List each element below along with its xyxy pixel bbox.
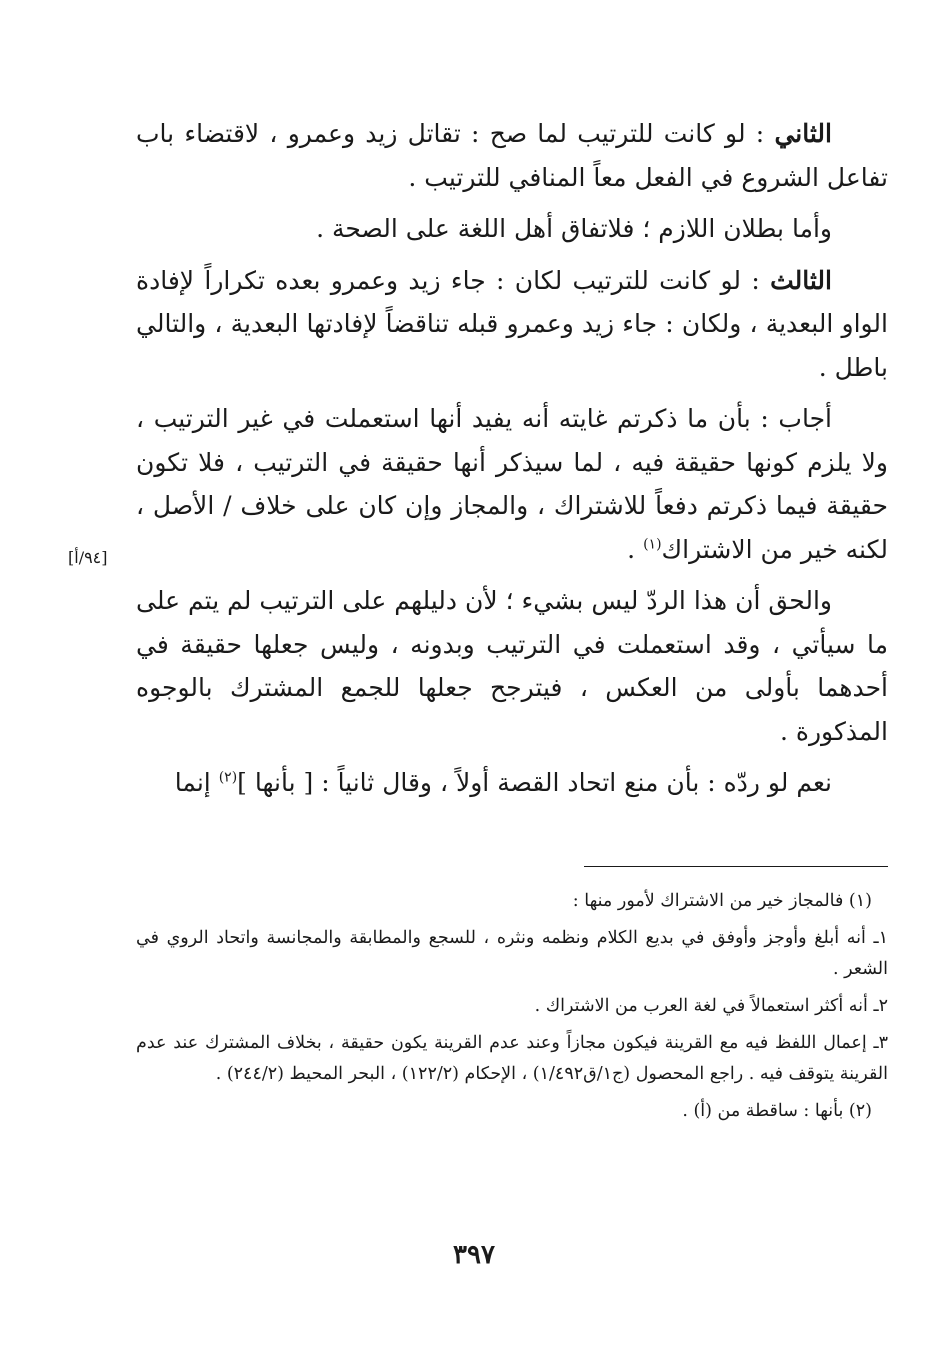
footnote-1-item-3: ٣ـ إعمال اللفظ فيه مع القرينة فيكون مجازاً وعند عدم القرينة يكون حقيقة ، بخلاف المشترك عند عدم القرينة يتوقف فيه . راجع المحصول (ج١/ق١/٤٩٢) ، الإحكام (١٢٢/٢) ، البحر المحيط (٢٤٤/٢) . <box>136 1033 888 1084</box>
main-text <box>136 112 888 805</box>
term-third: الثالث <box>770 265 832 295</box>
paragraph-answer <box>136 397 888 571</box>
footnote-ref-1: (١) <box>643 536 662 553</box>
footnote-1-item-1: ١ـ أنه أبلغ وأوجز وأوفق في بديع الكلام ونظمه ونثره ، للسجع والمطابقة والمجانسة واتحاد الروي في الشعر . <box>136 928 888 979</box>
page-number: ٣٩٧ <box>453 1240 495 1270</box>
paragraph-third-argument <box>136 259 888 390</box>
footnote-1-item-2: ٢ـ أنه أكثر استعمالاً في لغة العرب من الاشتراك . <box>534 996 888 1016</box>
paragraph-yes <box>136 761 888 805</box>
footnotes <box>136 886 888 1133</box>
footnote-1: (١) فالمجاز خير من الاشتراك لأمور منها : <box>572 891 872 911</box>
paragraph-tail: . <box>627 534 644 564</box>
paragraph-tail: إنما <box>174 768 219 797</box>
manuscript-folio-marker: [٩٤/أ] <box>68 548 108 567</box>
term-second: الثاني <box>774 119 832 148</box>
paragraph-text: والحق أن هذا الردّ ليس بشيء ؛ لأن دليلهم على الترتيب لم يتم على ما سيأتي ، وقد استعملت في الترتيب وبدونه ، وليس جعلها حقيقة في أحدهما بأولى من العكس ، فيترجح جعلها للجمع المشترك بالوجوه المذكورة . <box>136 586 888 746</box>
paragraph-second-argument <box>136 112 888 199</box>
paragraph-text: أجاب : بأن ما ذكرتم غايته أنه يفيد أنها استعملت في غير الترتيب ، ولا يلزم كونها حقيقة فيه ، لما سيذكر أنها حقيقة في الترتيب ، فلا تكون حقيقة فيما ذكرتم دفعاً للاشتراك ، والمجاز وإن كان على خلاف / الأصل ، لكنه خير من الاشتراك <box>136 404 888 564</box>
paragraph-text: : لو كانت للترتيب لكان : جاء زيد وعمرو بعده تكراراً لإفادة الواو البعدية ، ولكان : جاء زيد وعمرو قبله تناقضاً لإفادتها البعدية ، والتالي باطل . <box>136 265 888 382</box>
paragraph-invalidity <box>136 207 888 251</box>
paragraph-text: نعم لو ردّه : بأن منع اتحاد القصة أولاً ، وقال ثانياً : [ بأنها ] <box>237 768 832 797</box>
footnote-2: (٢) بأنها : ساقطة من (أ) . <box>682 1101 872 1121</box>
paragraph-text: : لو كانت للترتيب لما صح : تقاتل زيد وعمرو ، لاقتضاء باب تفاعل الشروع في الفعل معاً المنافي للترتيب . <box>136 119 888 192</box>
footnote-separator <box>584 866 888 867</box>
footnote-ref-2: (٢) <box>218 769 238 786</box>
paragraph-text: وأما بطلان اللازم ؛ فلاتفاق أهل اللغة على الصحة . <box>316 214 832 243</box>
paragraph-truth <box>136 579 888 753</box>
